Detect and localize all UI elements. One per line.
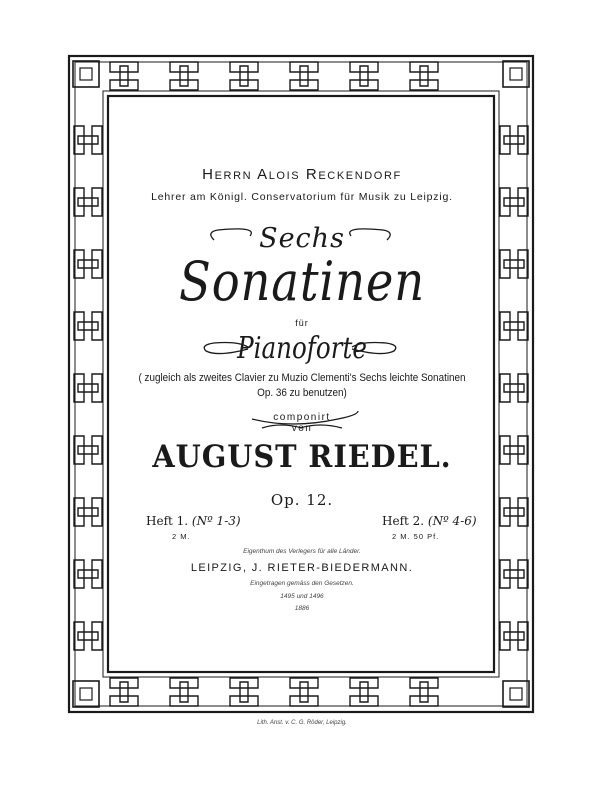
composed-word: componirt xyxy=(273,412,331,423)
instrument: Pianoforte xyxy=(237,331,367,366)
heft-2-name: Heft 2. xyxy=(382,514,425,528)
publisher-line: LEIPZIG, J. RIETER-BIEDERMANN. xyxy=(190,562,414,574)
publication-year: 1886 xyxy=(294,605,310,612)
dedicatee-role: Lehrer am Königl. Conservatorium für Musik zu Leipzig. xyxy=(151,191,453,203)
plate-number: 1495 und 1496 xyxy=(280,593,324,600)
composer-name: AUGUST RIEDEL. xyxy=(152,439,452,475)
registration-note: Eingetragen gemäss den Gesetzen. xyxy=(250,580,354,587)
heft-2-range: (Nº 4-6) xyxy=(427,514,477,528)
heft-1-price: 2 M. xyxy=(172,532,191,541)
heft-2-label xyxy=(382,514,477,528)
note-line-2: Op. 36 zu benutzen) xyxy=(257,387,347,399)
heft-1-label xyxy=(146,514,241,528)
heft-1-name: Heft 1. xyxy=(146,514,189,528)
rights-note: Eigenthum des Verlegers für alle Länder. xyxy=(243,548,361,555)
dedication-line: Herrn Alois Reckendorf xyxy=(202,166,402,183)
by-word: von xyxy=(291,423,313,434)
work-title: Sonatinen xyxy=(179,250,425,313)
opus-number: Op. 12. xyxy=(270,491,334,509)
lithographer-note: Lith. Anst. v. C. G. Röder, Leipzig. xyxy=(257,720,347,726)
number-word: Sechs xyxy=(259,223,345,254)
note-line-1: ( zugleich als zweites Clavier zu Muzio Clementi's Sechs leichte Sonatinen xyxy=(138,372,466,384)
for-word: für xyxy=(295,318,309,328)
heft-1-range: (Nº 1-3) xyxy=(191,514,241,528)
heft-2-price: 2 M. 50 Pf. xyxy=(392,532,440,541)
